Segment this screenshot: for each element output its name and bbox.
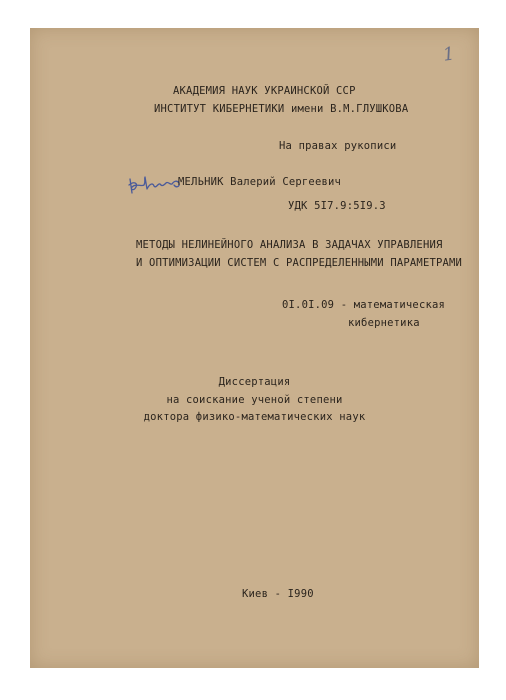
page-number: 1 — [441, 43, 456, 66]
dissertation-label: Диссертация — [218, 376, 291, 388]
title-line-2: И ОПТИМИЗАЦИИ СИСТЕМ С РАСПРЕДЕЛЕННЫМИ ПАРАМЕТРАМИ — [136, 257, 463, 269]
academy-name: АКАДЕМИЯ НАУК УКРАИНСКОЙ ССР — [173, 85, 356, 97]
specialty-line-2: кибернетика — [348, 317, 420, 329]
title-line-1: МЕТОДЫ НЕЛИНЕЙНОГО АНАЛИЗА В ЗАДАЧАХ УПРАВЛЕНИЯ — [136, 239, 443, 251]
degree-field-line: доктора физико-математических наук — [143, 411, 366, 423]
rights-note: На правах рукописи — [279, 140, 397, 152]
author-name: МЕЛЬНИК Валерий Сергеевич — [178, 176, 342, 188]
document-page — [30, 28, 479, 668]
institute-name: ИНСТИТУТ КИБЕРНЕТИКИ имени В.М.ГЛУШКОВА — [154, 103, 409, 115]
specialty-line-1: 0I.0I.09 - математическая — [282, 299, 446, 311]
degree-line: на соискание ученой степени — [166, 394, 343, 406]
author-signature — [126, 171, 184, 197]
city-year: Киев - I990 — [242, 588, 314, 600]
udk-code: УДК 5I7.9:5I9.3 — [288, 200, 386, 212]
